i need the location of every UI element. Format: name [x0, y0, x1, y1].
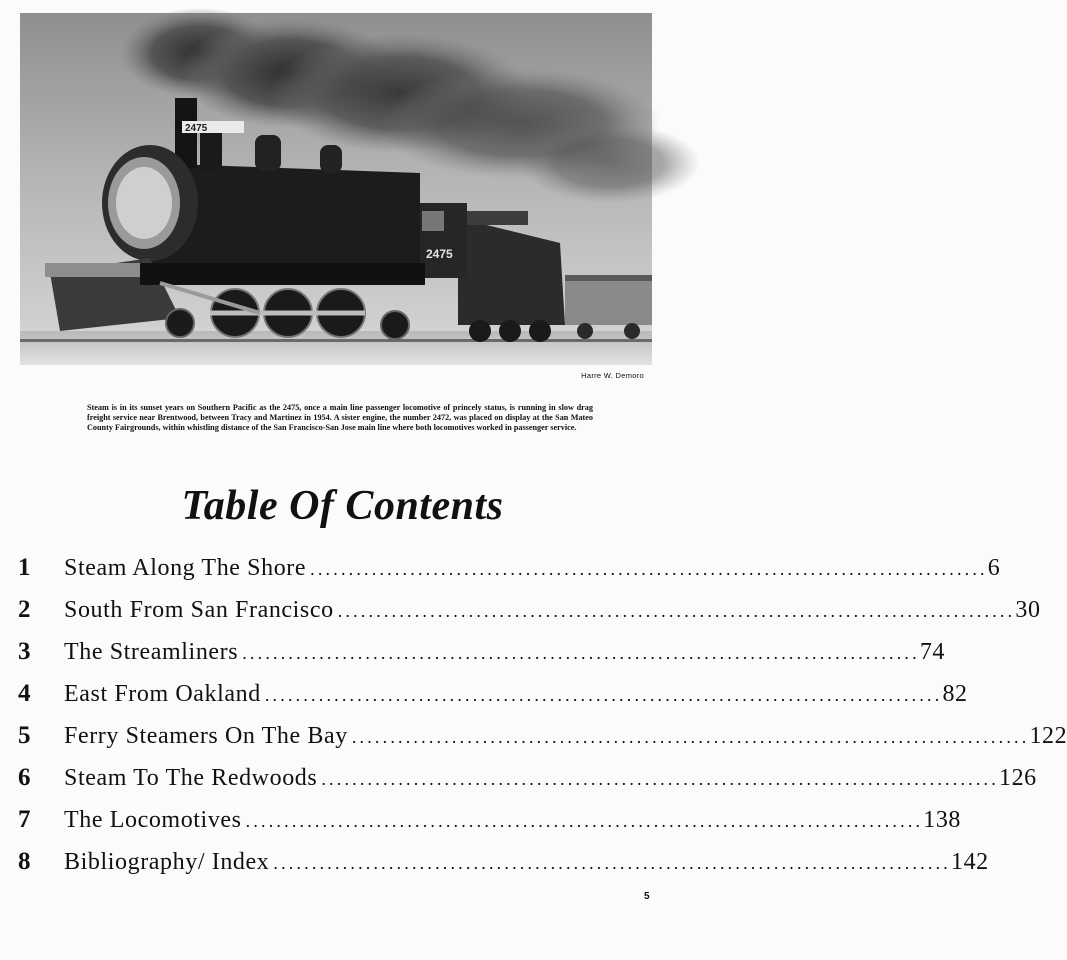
chapter-title: South From San Francisco: [64, 596, 334, 623]
toc-entry[interactable]: [18, 631, 946, 673]
chapter-number: 8: [18, 848, 32, 875]
photo-credit: Harre W. Demoro: [581, 371, 644, 380]
chapter-number: 2: [18, 596, 32, 623]
photo-caption: Steam is in its sunset years on Southern Pacific as the 2475, once a main line passenger locomotive of princely status, is running in slow drag freight service near Brentwood, between Tracy and Martinez in 1954. A sister engine, the number 2472, was placed on display at the San Mateo County Fairgrounds, within whistling distance of the San Francisco-San Jose main line where both locomotives worked in passenger service.: [87, 403, 593, 433]
dot-leader: ........................................................................................: [337, 600, 1016, 621]
toc-entry[interactable]: [18, 589, 1041, 631]
svg-text:2475: 2475: [426, 247, 453, 261]
toc-heading: Table Of Contents: [181, 483, 504, 529]
dot-leader: ........................................................................................: [245, 810, 924, 831]
chapter-number: 7: [18, 806, 32, 833]
toc-entry[interactable]: [18, 547, 1001, 589]
page-folio: 5: [644, 891, 650, 902]
page-number: 82: [942, 680, 968, 707]
table-of-contents: [18, 547, 1067, 883]
dot-leader: ........................................................................................: [310, 558, 988, 579]
chapter-title: Bibliography/ Index: [64, 848, 270, 875]
chapter-title: East From Oakland: [64, 680, 261, 707]
dot-leader: ........................................................................................: [321, 768, 999, 789]
chapter-title: Steam Along The Shore: [64, 554, 307, 581]
chapter-number: 1: [18, 554, 32, 581]
locomotive-photo: [20, 13, 652, 365]
toc-entry[interactable]: [18, 799, 962, 841]
toc-entry[interactable]: [18, 757, 1037, 799]
chapter-title: The Locomotives: [64, 806, 242, 833]
toc-entry[interactable]: [18, 841, 989, 883]
dot-leader: ........................................................................................: [273, 852, 951, 873]
dot-leader: ........................................................................................: [242, 642, 920, 663]
chapter-title: The Streamliners: [64, 638, 239, 665]
page-number: 138: [923, 806, 962, 833]
chapter-number: 5: [18, 722, 32, 749]
toc-entry[interactable]: [18, 673, 968, 715]
chapter-number: 3: [18, 638, 32, 665]
page-number: 142: [950, 848, 989, 875]
chapter-number: 4: [18, 680, 32, 707]
toc-entry[interactable]: [18, 715, 1067, 757]
page-number: 122: [1029, 722, 1067, 749]
page-number: 126: [998, 764, 1037, 791]
dot-leader: ........................................................................................: [351, 726, 1030, 747]
svg-text:2475: 2475: [185, 123, 208, 134]
page-number: 74: [919, 638, 946, 665]
page-number: 6: [987, 554, 1001, 581]
dot-leader: ........................................................................................: [264, 684, 943, 705]
chapter-number: 6: [18, 764, 32, 791]
page-number: 30: [1015, 596, 1041, 623]
chapter-title: Steam To The Redwoods: [64, 764, 318, 791]
chapter-title: Ferry Steamers On The Bay: [64, 722, 348, 749]
